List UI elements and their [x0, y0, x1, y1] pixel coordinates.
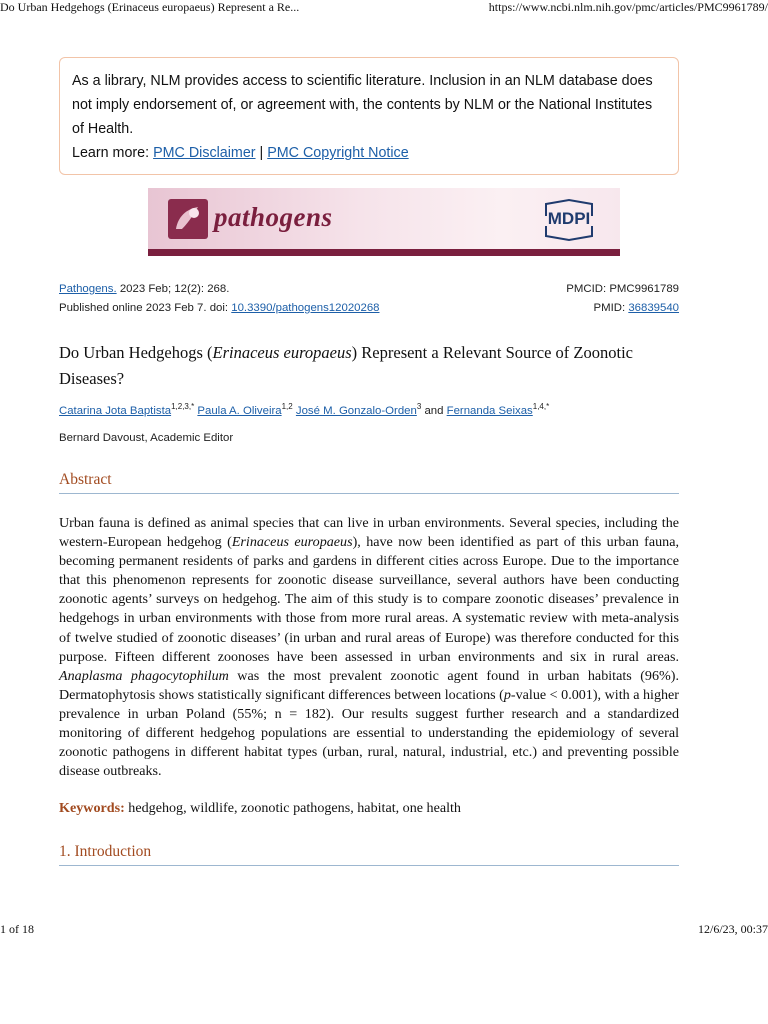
author-list: Catarina Jota Baptista$^{1,2,3,*}$ Paula A. Oliveira$^{1,2}$ José M. Gonzalo-Orden$^3$ and Fernanda Seixas$^{1,4,*}$ [59, 402, 550, 417]
journal-link[interactable]: Pathogens. [59, 283, 117, 295]
print-page-url: https://www.ncbi.nlm.nih.gov/pmc/articles/PMC9961789/ [488, 0, 768, 14]
keywords-line [59, 800, 679, 817]
pmcid: PMCID: PMC9961789 [566, 283, 679, 295]
published-label: Published online 2023 Feb 7. doi: [59, 302, 229, 314]
banner-strip [148, 249, 620, 256]
print-footer [0, 922, 768, 938]
print-datetime: 12/6/23, 00:37 [697, 922, 768, 936]
pmid-label: PMID: [593, 302, 626, 314]
author-affiliation: 1,4,* [532, 402, 550, 411]
learn-more-line [72, 141, 666, 165]
author-affiliation: 1,2,3,* [171, 402, 195, 411]
learn-more-label: Learn more: [72, 145, 150, 161]
abstract-text: Urban fauna is defined as animal species that can live in urban environments. Several species, including the western-European hedgehog (Erinaceus europaeus), have now been identified as part of this urban fauna, becoming permanent residents of parks and gardens in different cities across Europe. Due to the importance that this phenomenon represents for zoonotic disease surveillance, several authors have been conducting zoonotic agents’ surveys on hedgehog. The aim of this study is to compare zoonotic diseases’ prevalence in hedgehogs in urban environments with those from more rural areas. A systematic review with meta-analysis of twelve studied of zoonotic diseases’ (in urban and rural areas of Europe) was therefore conducted for this purpose. Fifteen different zoonoses have been assessed in urban environments and six in rural areas. Anaplasma phagocytophilum was the most prevalent zoonotic agent found in urban habitats (96%). Dermatophytosis shows statistically significant differences between locations (p-value < 0.001), with a higher prevalence in urban Poland (55%; n = 182). Our results suggest further research and a standardized monitoring of different hedgehog populations are essential to understanding the epidemiology of several zoonotic pathogens in different habitat types (urban, rural, natural, industrial, etc.) and preventing possible disease outbreaks. [59, 515, 679, 780]
journal-banner[interactable] [148, 188, 620, 256]
author-affiliation: 3 [416, 402, 422, 411]
citation-row-1 [59, 283, 679, 301]
link-separator: | [259, 145, 264, 161]
mdpi-logo-icon [536, 198, 602, 242]
author-link[interactable]: Paula A. Oliveira [197, 404, 282, 417]
pmid-link[interactable]: 36839540 [628, 302, 679, 314]
abstract-heading: Abstract [59, 471, 679, 494]
author-link[interactable]: José M. Gonzalo-Orden [295, 404, 417, 417]
citation-row-2 [59, 302, 679, 320]
keywords-label: Keywords: [59, 800, 125, 816]
print-page-title: Do Urban Hedgehogs (Erinaceus europaeus) Represent a Re... [0, 0, 300, 14]
article-title: Do Urban Hedgehogs (Erinaceus europaeus) Represent a Relevant Source of Zoonotic Diseases? [59, 343, 633, 388]
introduction-heading[interactable]: 1. Introduction [59, 843, 679, 866]
doi-link[interactable]: 10.3390/pathogens12020268 [231, 302, 380, 314]
keywords-list: hedgehog, wildlife, zoonotic pathogens, habitat, one health [128, 800, 461, 816]
author-link[interactable]: Catarina Jota Baptista [59, 404, 172, 417]
page-number: 1 of 18 [0, 922, 34, 936]
publisher-name: MDPI [547, 209, 591, 228]
journal-info: 2023 Feb; 12(2): 268. [119, 283, 230, 295]
pathogens-logo-icon [168, 199, 208, 239]
author-affiliation: 1,2 [281, 402, 293, 411]
journal-name: pathogens [214, 202, 333, 232]
pmc-copyright-link[interactable]: PMC Copyright Notice [267, 145, 409, 161]
disclaimer-text: As a library, NLM provides access to scientific literature. Inclusion in an NLM database does not imply endorsement of, or agreement with, the contents by NLM or the National Institutes of Health. [72, 73, 653, 137]
author-link[interactable]: Fernanda Seixas [446, 404, 533, 417]
nlm-disclaimer-box [59, 57, 679, 175]
print-header [0, 0, 768, 16]
academic-editor: Bernard Davoust, Academic Editor [59, 432, 234, 444]
pmc-disclaimer-link[interactable]: PMC Disclaimer [153, 145, 256, 161]
